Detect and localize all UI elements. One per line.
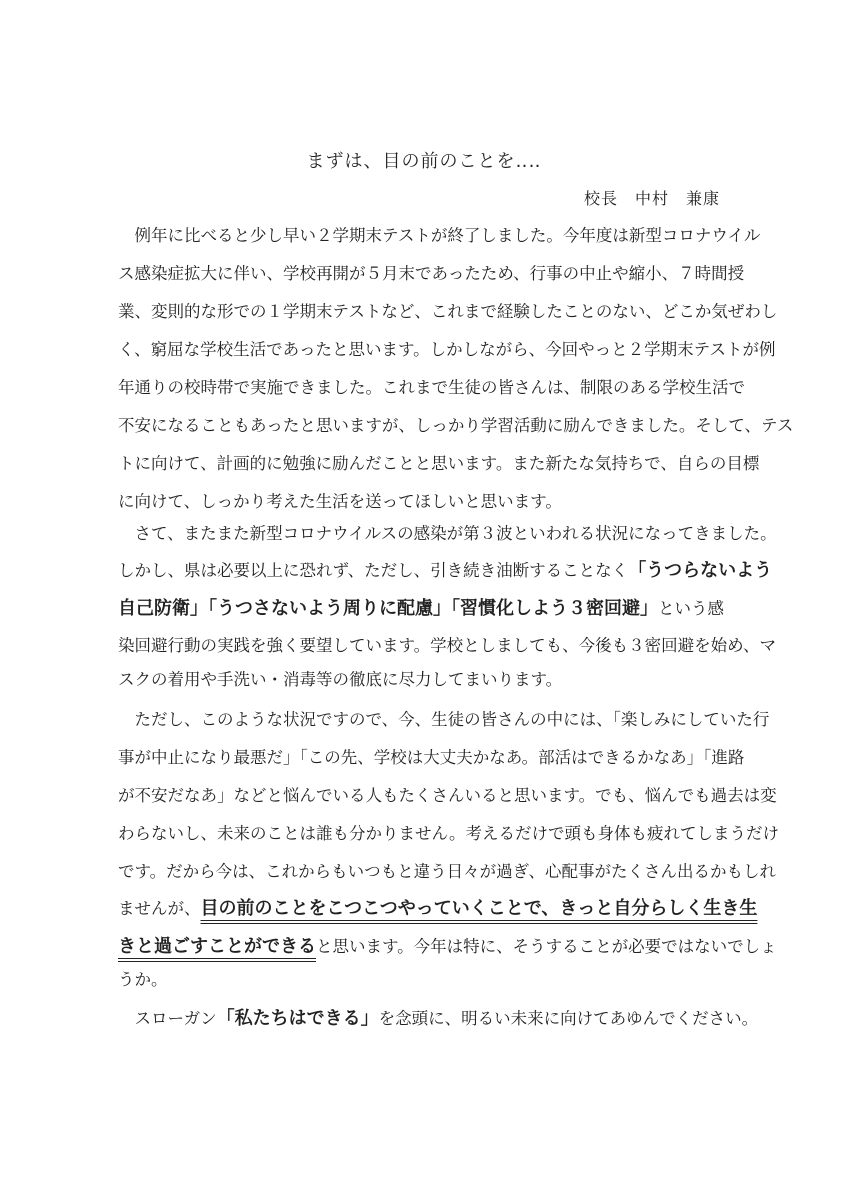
author-line: 校長 中村 兼康 <box>583 189 720 208</box>
page-title: まずは、目の前のことを‥‥ <box>306 151 542 172</box>
paragraph-3-line: 事が中止になり最悪だ」「この先、学校は大丈夫かなあ。部活はできるかなあ」「進路 <box>118 748 745 767</box>
paragraph-3-line: うか。 <box>118 970 168 989</box>
paragraph-3-text: と思います。今年は特に、そうすることが必要ではないでしょ <box>316 937 777 956</box>
paragraph-1-line: 不安になることもあったと思いますが、しっかり学習活動に励んできました。そして、テス <box>118 416 794 435</box>
paragraph-3-line <box>118 938 777 956</box>
emphasis-text: 自己防衛」「うつさないよう周りに配慮」「習慣化しよう３密回避」 <box>118 598 658 619</box>
slogan-line <box>118 1010 758 1028</box>
paragraph-3-line <box>118 900 757 918</box>
paragraph-1-line: に向けて、しっかり考えた生活を送ってほしいと思います。 <box>118 492 562 511</box>
paragraph-1-line: 例年に比べると少し早い２学期末テストが終了しました。今年度は新型コロナウイル <box>118 226 761 245</box>
paragraph-2-text: という感 <box>658 599 724 618</box>
paragraph-2-line <box>118 600 724 618</box>
slogan-prefix: スローガン <box>118 1009 217 1028</box>
emphasis-text: 「うつらないよう <box>628 560 773 581</box>
slogan-text: 「私たちはできる」 <box>216 1008 379 1029</box>
underlined-emphasis: 目の前のことをこつこつやっていくことで、きっと自分らしく生き生 <box>200 898 758 919</box>
paragraph-2-text: しかし、県は必要以上に恐れず、ただし、引き続き油断することなく <box>118 561 629 580</box>
slogan-suffix: を念頭に、明るい未来に向けてあゆんでください。 <box>378 1009 759 1028</box>
paragraph-3-line: が不安だなあ」などと悩んでいる人もたくさんいると思います。でも、悩んでも過去は変 <box>118 786 777 805</box>
paragraph-2-line: 染回避行動の実践を強く要望しています。学校としましても、今後も３密回避を始め、マ <box>118 636 777 655</box>
paragraph-1-line: ス感染症拡大に伴い、学校再開が５月末であったため、行事の中止や縮小、７時間授 <box>118 264 745 283</box>
paragraph-2-line <box>118 562 772 580</box>
underlined-emphasis: きと過ごすことができる <box>118 936 316 957</box>
paragraph-3-text: ませんが、 <box>118 899 201 918</box>
paragraph-1-line: 業、変則的な形での１学期末テストなど、これまで経験したことのない、どこか気ぜわし <box>118 302 778 321</box>
paragraph-1-line: く、窮屈な学校生活であったと思います。しかしながら、今回やっと２学期末テストが例 <box>118 340 776 359</box>
paragraph-3-line: わらないし、未来のことは誰も分かりません。考えるだけで頭も身体も疲れてしまうだけ <box>118 824 779 843</box>
paragraph-1-line: トに向けて、計画的に勉強に励んだことと思います。また新たな気持ちで、自らの目標 <box>118 454 760 473</box>
paragraph-1-line: 年通りの校時帯で実施できました。これまで生徒の皆さんは、制限のある学校生活で <box>118 378 745 397</box>
paragraph-2-line: スクの着用や手洗い・消毒等の徹底に尽力してまいります。 <box>118 670 563 689</box>
paragraph-3-line: ただし、このような状況ですので、今、生徒の皆さんの中には、「楽しみにしていた行 <box>118 710 770 729</box>
paragraph-2-line: さて、またまた新型コロナウイルスの感染が第３波といわれる状況になってきました。 <box>118 524 777 543</box>
paragraph-3-line: です。だから今は、これからもいつもと違う日々が過ぎ、心配事がたくさん出るかもしれ <box>118 862 777 881</box>
